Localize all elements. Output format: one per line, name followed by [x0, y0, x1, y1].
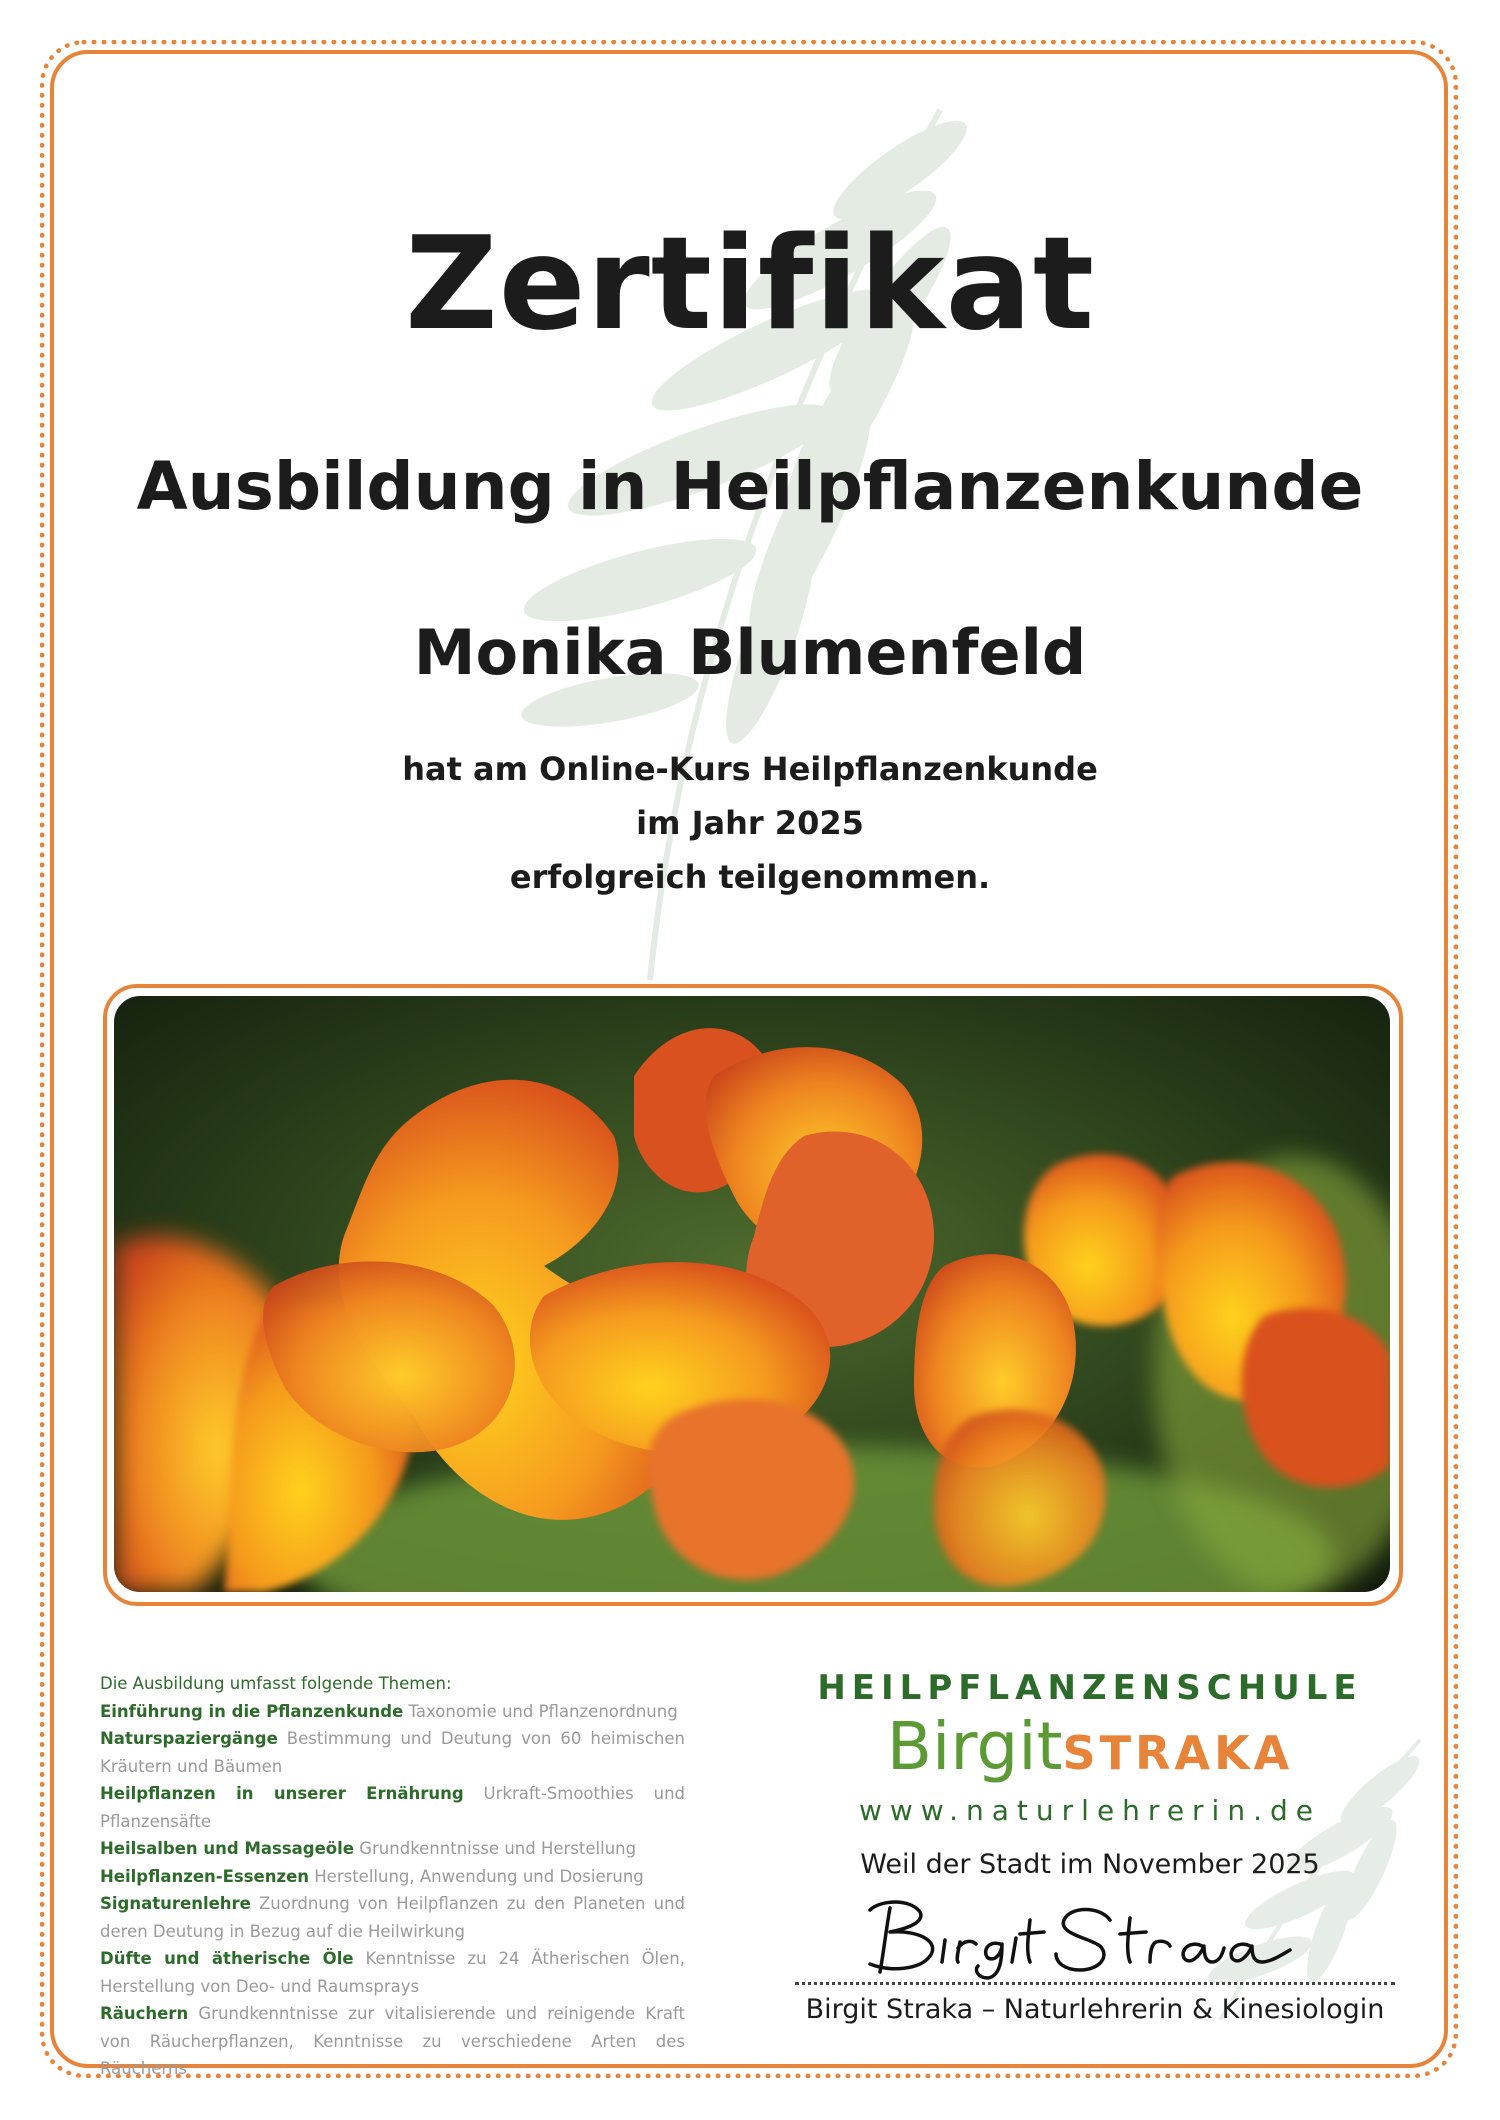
- topic-text: Kenntnisse zu 24 Ätherischen Ölen, Herstellung von Deo- und Raumsprays: [100, 1949, 685, 1996]
- topic-item: [100, 1945, 685, 2000]
- topics-intro: Die Ausbildung umfasst folgende Themen:: [100, 1674, 452, 1693]
- topic-item: [100, 1725, 685, 1780]
- handwritten-signature: [850, 1890, 1350, 1980]
- completion-statement: [0, 742, 1500, 904]
- topic-title: Einführung in die Pflanzenkunde: [100, 1701, 404, 1721]
- topic-text: Urkraft-Smoothies und Pflanzensäfte: [100, 1784, 686, 1831]
- topic-item: [100, 1863, 685, 1891]
- topic-text: Grundkenntnisse und Herstellung: [359, 1839, 637, 1858]
- school-logo: [790, 1710, 1390, 1790]
- topic-title: Räuchern: [100, 2004, 189, 2023]
- topic-item: [100, 1780, 685, 1835]
- school-block: [790, 1668, 1390, 1880]
- place-date: Weil der Stadt im November 2025: [860, 1849, 1320, 1880]
- flower-photo: [114, 996, 1390, 1592]
- statement-line: im Jahr 2025: [636, 804, 864, 842]
- topic-text: Taxonomie und Pflanzenordnung: [408, 1701, 678, 1721]
- signature-line: [795, 1982, 1395, 1985]
- topic-text: Herstellung, Anwendung und Dosierung: [314, 1866, 644, 1886]
- statement-line: hat am Online-Kurs Heilpflanzenkunde: [402, 750, 1098, 788]
- topic-item: [100, 1890, 685, 1945]
- topic-title: Heilpflanzen-Essenzen: [100, 1866, 310, 1886]
- logo-first-name: Birgit: [886, 1708, 1063, 1785]
- topic-item: [100, 2000, 685, 2083]
- topic-title: Naturspaziergänge: [100, 1729, 278, 1748]
- statement-line: erfolgreich teilgenommen.: [509, 858, 991, 896]
- topic-text: Bestimmung und Deutung von 60 heimischen Kräutern und Bäumen: [100, 1729, 686, 1776]
- recipient-name: Monika Blumenfeld: [413, 616, 1087, 689]
- topic-title: Heilpflanzen in unserer Ernährung: [100, 1784, 464, 1803]
- topic-title: Signaturenlehre: [100, 1894, 251, 1913]
- website-link[interactable]: www.naturlehrerin.de: [859, 1794, 1321, 1827]
- topic-item: [100, 1835, 685, 1863]
- topics-list: [100, 1670, 685, 2083]
- topic-text: Zuordnung von Heilpflanzen zu den Planeten und deren Deutung in Bezug auf die Heilwirkung: [100, 1894, 686, 1941]
- topic-text: Grundkenntnisse zur vitalisierende und reinigende Kraft von Räucherpflanzen, Kenntnisse zu verschiedene Arten des Räucherns: [100, 2004, 686, 2078]
- topic-item: [100, 1698, 685, 1726]
- logo-last-name: STRAKA: [1062, 1726, 1294, 1780]
- topic-title: Heilsalben und Massageöle: [100, 1839, 354, 1858]
- school-name: HEILPFLANZENSCHULE: [817, 1668, 1363, 1708]
- course-title: Ausbildung in Heilpflanzenkunde: [136, 448, 1364, 525]
- topic-title: Düfte und ätherische Öle: [100, 1949, 354, 1968]
- signer-name: Birgit Straka – Naturlehrerin & Kinesiologin: [805, 1994, 1385, 2025]
- certificate-title: Zertifikat: [404, 210, 1096, 359]
